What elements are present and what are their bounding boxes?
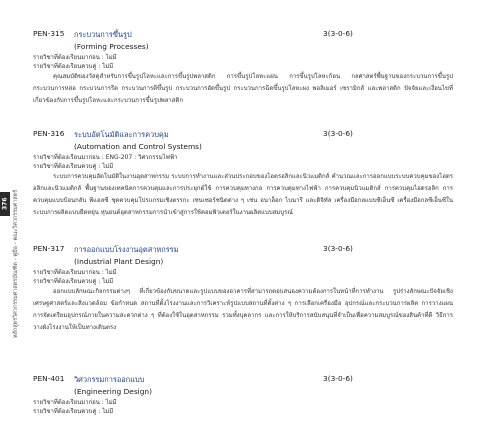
course-prerequisite: รายวิชาที่ต้องเรียนมาก่อน : ไม่มี bbox=[33, 269, 117, 276]
course-heading bbox=[33, 244, 453, 256]
course-entry-pen-316 bbox=[33, 129, 453, 219]
course-entry-pen-401 bbox=[33, 374, 453, 416]
course-credits: 3(3-0-6) bbox=[323, 244, 353, 253]
course-credits: 3(3-0-6) bbox=[323, 129, 353, 138]
course-entry-pen-317 bbox=[33, 244, 453, 334]
course-credits: 3(3-0-6) bbox=[323, 29, 353, 38]
course-title-english: (Industrial Plant Design) bbox=[74, 257, 164, 266]
side-running-header: หลักสูตรวิศวกรรมศาสตรบัณฑิต - คู่มือ - คณะวิศวกรรมศาสตร์ bbox=[13, 189, 19, 338]
course-title-english: (Forming Processes) bbox=[74, 42, 149, 51]
course-title-english: (Automation and Control Systems) bbox=[74, 142, 202, 151]
course-code: PEN-316 bbox=[33, 129, 65, 138]
course-title-thai: กระบวนการขึ้นรูป bbox=[74, 30, 132, 39]
course-corequisite: รายวิชาที่ต้องเรียนควบคู่ : ไม่มี bbox=[33, 163, 114, 170]
page-number: 376 bbox=[1, 197, 9, 211]
course-title-thai: วิศวกรรมการออกแบบ bbox=[74, 375, 145, 384]
course-prerequisite: รายวิชาที่ต้องเรียนมาก่อน : ไม่มี bbox=[33, 399, 117, 406]
course-corequisite: รายวิชาที่ต้องเรียนควบคู่ : ไม่มี bbox=[33, 278, 114, 285]
course-heading bbox=[33, 374, 453, 386]
course-code: PEN-315 bbox=[33, 29, 65, 38]
course-code: PEN-317 bbox=[33, 244, 65, 253]
course-prerequisite: รายวิชาที่ต้องเรียนมาก่อน : ENG-207 : วิศวกรรมไฟฟ้า bbox=[33, 154, 178, 161]
course-title-thai: ระบบอัตโนมัติและการควบคุม bbox=[74, 130, 169, 139]
course-corequisite: รายวิชาที่ต้องเรียนควบคู่ : ไม่มี bbox=[33, 63, 114, 70]
course-credits: 3(3-0-6) bbox=[323, 374, 353, 383]
course-description: ระบบการควบคุมอัตโนมัติในงานอุตสาหกรรม ระบบการทำงานและส่วนประกอบของไฮดรอลิกและนิวแมติกส์ คำนวณและการออกแบบระบบควบคุมของไฮดรอลิกและนิวแมติกส์ พื้นฐานของเทคนิคการควบคุมและการประยุกต์ใช้ การควบคุมทางกล การควบคุมทางไฟฟ้า การควบคุมนิวแมติกส์ การควบคุมไฮดรอลิก การควบคุมแบบป้อนกลับ พีแอลซี ชุดควบคุมโปรแกรมเชิงตรรกะ เซนเซอร์ชนิดต่าง ๆ เช่น อนาล็อก ไบนารี และดิจิทัล เครื่องมือกลแบบซีเอ็นซี เครื่องมือกลซีเอ็นซีในระบบการผลิตแบบยืดหยุ่น หุ่นยนต์อุตสาหกรรมการนำเข้าสู่การใช้คอมพิวเตอร์ในงานผลิตแบบสมบูรณ์ bbox=[33, 173, 453, 216]
course-corequisite: รายวิชาที่ต้องเรียนควบคู่ : ไม่มี bbox=[33, 408, 114, 415]
course-description: ออกแบบลักษณะกิจกรรมต่างๆ ที่เกี่ยวข้องกับขนาดและรูปแบบของอาคารที่สามารถตอบสนองความต้องการในหน้าที่การทำงาน รูปร่างลักษณะปัจจัยเชิงเศรษฐศาสตร์และสิ่งแวดล้อม ข้อกำหนด สถานที่ตั้งโรงงานและการวิเคราะห์รูปแบบสถานที่ตั้งต่าง ๆ การเลือกเครื่องมือ อุปกรณ์และกระบวนการผลิต การวางแผนการจัดเตรียมอุปกรณ์ภายในความสะดวกต่าง ๆ ที่ต้องใช้ในอุตสาหกรรม รวมทั้งบุคลากร และการให้บริการสนับสนุนที่จำเป็นเพื่อความสมบูรณ์ของสินค้าที่ดี วิธีการวางผังโรงงานให้เป็นทางเดินตรง bbox=[33, 288, 453, 331]
course-heading bbox=[33, 129, 453, 141]
course-heading bbox=[33, 29, 453, 41]
course-description: คุณสมบัติของวัสดุสำหรับการขึ้นรูปโลหะและการขึ้นรูปพลาสติก การขึ้นรูปโลหะแผ่น การขึ้นรูปโลหะก้อน กลศาสตร์พื้นฐานของกระบวนการขึ้นรูป กระบวนการหล่อ กระบวนการรีด กระบวนการตีขึ้นรูป กระบวนการอัดขึ้นรูป กระบวนการฉีดขึ้นรูปโลหะผง พอลิเมอร์ เซรามิกส์ และพลาสติก ปัจจัยและเงื่อนไขที่เกี่ยวข้องกับการขึ้นรูปโลหะและกระบวนการขึ้นรูปพลาสติก bbox=[33, 73, 453, 104]
course-prerequisite: รายวิชาที่ต้องเรียนมาก่อน : ไม่มี bbox=[33, 54, 117, 61]
course-title-english: (Engineering Design) bbox=[74, 387, 152, 396]
course-code: PEN-401 bbox=[33, 374, 65, 383]
course-title-thai: การออกแบบโรงงานอุตสาหกรรม bbox=[74, 245, 179, 254]
course-entry-pen-315 bbox=[33, 29, 453, 107]
page-number-tab bbox=[0, 192, 10, 216]
